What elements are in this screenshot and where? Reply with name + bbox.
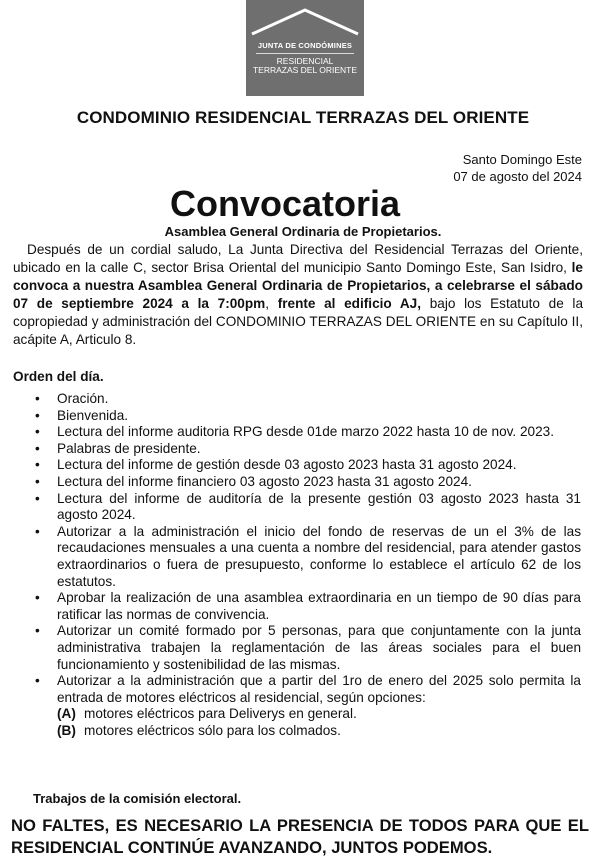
option-text: motores eléctricos sólo para los colmados.: [84, 722, 341, 738]
intro-part-2: ,: [265, 296, 270, 311]
agenda-title: Orden del día.: [13, 369, 104, 384]
logo-divider: [256, 53, 354, 54]
agenda-item: • Lectura del informe de gestión desde 03 agosto 2023 hasta 31 agosto 2024.: [35, 457, 517, 473]
page-title: Convocatoria: [170, 183, 401, 224]
logo-line-2: RESIDENCIAL: [276, 56, 334, 66]
date: 07 de agosto del 2024: [453, 169, 582, 184]
agenda-item: • Bienvenida.: [35, 407, 129, 423]
footer-call-to-action: NO FALTES, ES NECESARIO LA PRESENCIA DE TODOS PARA QUE EL RESIDENCIAL CONTINÚE AVANZANDO, JUNTOS PODEMOS.: [11, 816, 589, 857]
agenda-item: • Lectura del informe auditoria RPG desde 01de marzo 2022 hasta 10 de nov. 2023.: [35, 424, 554, 440]
option-label: (B): [57, 722, 76, 738]
agenda-item: • Aprobar la realización de una asamblea extraordinaria en un tiempo de 90 días para ratificar las normas de convivencia.: [35, 590, 581, 622]
bullet-icon: •: [35, 673, 40, 689]
bullet-icon: •: [35, 523, 40, 539]
intro-part-3: bajo los Estatuto de la copropiedad y administración del CONDOMINIO TERRAZAS DEL ORIENTE en su Capítulo II, acápite A, Articulo 8.: [13, 296, 584, 347]
electoral-commission-note: Trabajos de la comisión electoral.: [33, 791, 242, 806]
option-b: [57, 723, 581, 740]
bullet-icon: •: [35, 424, 40, 440]
roof-icon: [246, 4, 364, 42]
agenda-item: • Oración.: [35, 391, 109, 406]
intro-part-1: Después de un cordial saludo, La Junta Directiva del Residencial Terrazas del Oriente, ubicado en la calle C, sector Brisa Oriental del municipio Santo Domingo Este, San Isidro,: [13, 242, 583, 275]
logo-line-3: TERRAZAS DEL ORIENTE: [252, 65, 358, 75]
agenda-item: • Lectura del informe financiero 03 agosto 2023 hasta 31 agosto 2024.: [35, 473, 472, 489]
bullet-icon: •: [35, 457, 40, 473]
option-label: (A): [57, 706, 76, 722]
subtitle: Asamblea General Ordinaria de Propietarios.: [164, 224, 442, 239]
place: Santo Domingo Este: [462, 152, 582, 167]
logo-line-1: JUNTA DE CONDÓMINES: [257, 41, 353, 50]
bullet-icon: •: [35, 391, 40, 406]
condominium-heading: CONDOMINIO RESIDENCIAL TERRAZAS DEL ORIENTE: [76, 108, 530, 127]
intro-bold-2: frente al edificio AJ,: [277, 296, 422, 311]
bullet-icon: •: [35, 490, 40, 506]
place-date: [453, 151, 582, 185]
logo: [246, 0, 364, 96]
agenda-item: • Autorizar un comité formado por 5 personas, para que conjuntamente con la junta administrativa trabajen la reglamentación de las áreas sociales para el buen funcionamiento y sostenibilidad de las mismas.: [35, 623, 581, 672]
bullet-icon: •: [35, 590, 40, 606]
bullet-icon: •: [35, 623, 40, 639]
option-text: motores eléctricos para Deliverys en general.: [84, 706, 357, 722]
intro-bold-1: le convoca a nuestra Asamblea General Ordinaria de Propietarios, a celebrarse el sábado 07 de septiembre 2024 a la 7:00pm: [13, 260, 583, 311]
agenda-item: • Palabras de presidente.: [35, 440, 201, 456]
agenda-item: • Lectura del informe de auditoría de la presente gestión 03 agosto 2023 hasta 31 agosto 2024.: [35, 490, 581, 523]
bullet-icon: •: [35, 407, 40, 423]
agenda-list: [35, 391, 581, 739]
bullet-icon: •: [35, 473, 40, 489]
option-a: [57, 706, 581, 723]
agenda-item: • Autorizar a la administración el inicio del fondo de reservas de un el 3% de las recaudaciones mensuales a una cuenta a nombre del residencial, para atender gastos extraordinarios o fuera de presupuesto, conforme lo establece el artículo 62 de los estatutos.: [35, 523, 581, 589]
intro-paragraph: [13, 241, 583, 349]
agenda-item: • Autorizar a la administración que a partir del 1ro de enero del 2025 solo permita la entrada de motores eléctricos al residencial, según opciones: (A) motores eléctricos para Deliverys en general. (B) motores eléctricos sólo para los colmados.: [35, 673, 581, 738]
bullet-icon: •: [35, 440, 40, 456]
